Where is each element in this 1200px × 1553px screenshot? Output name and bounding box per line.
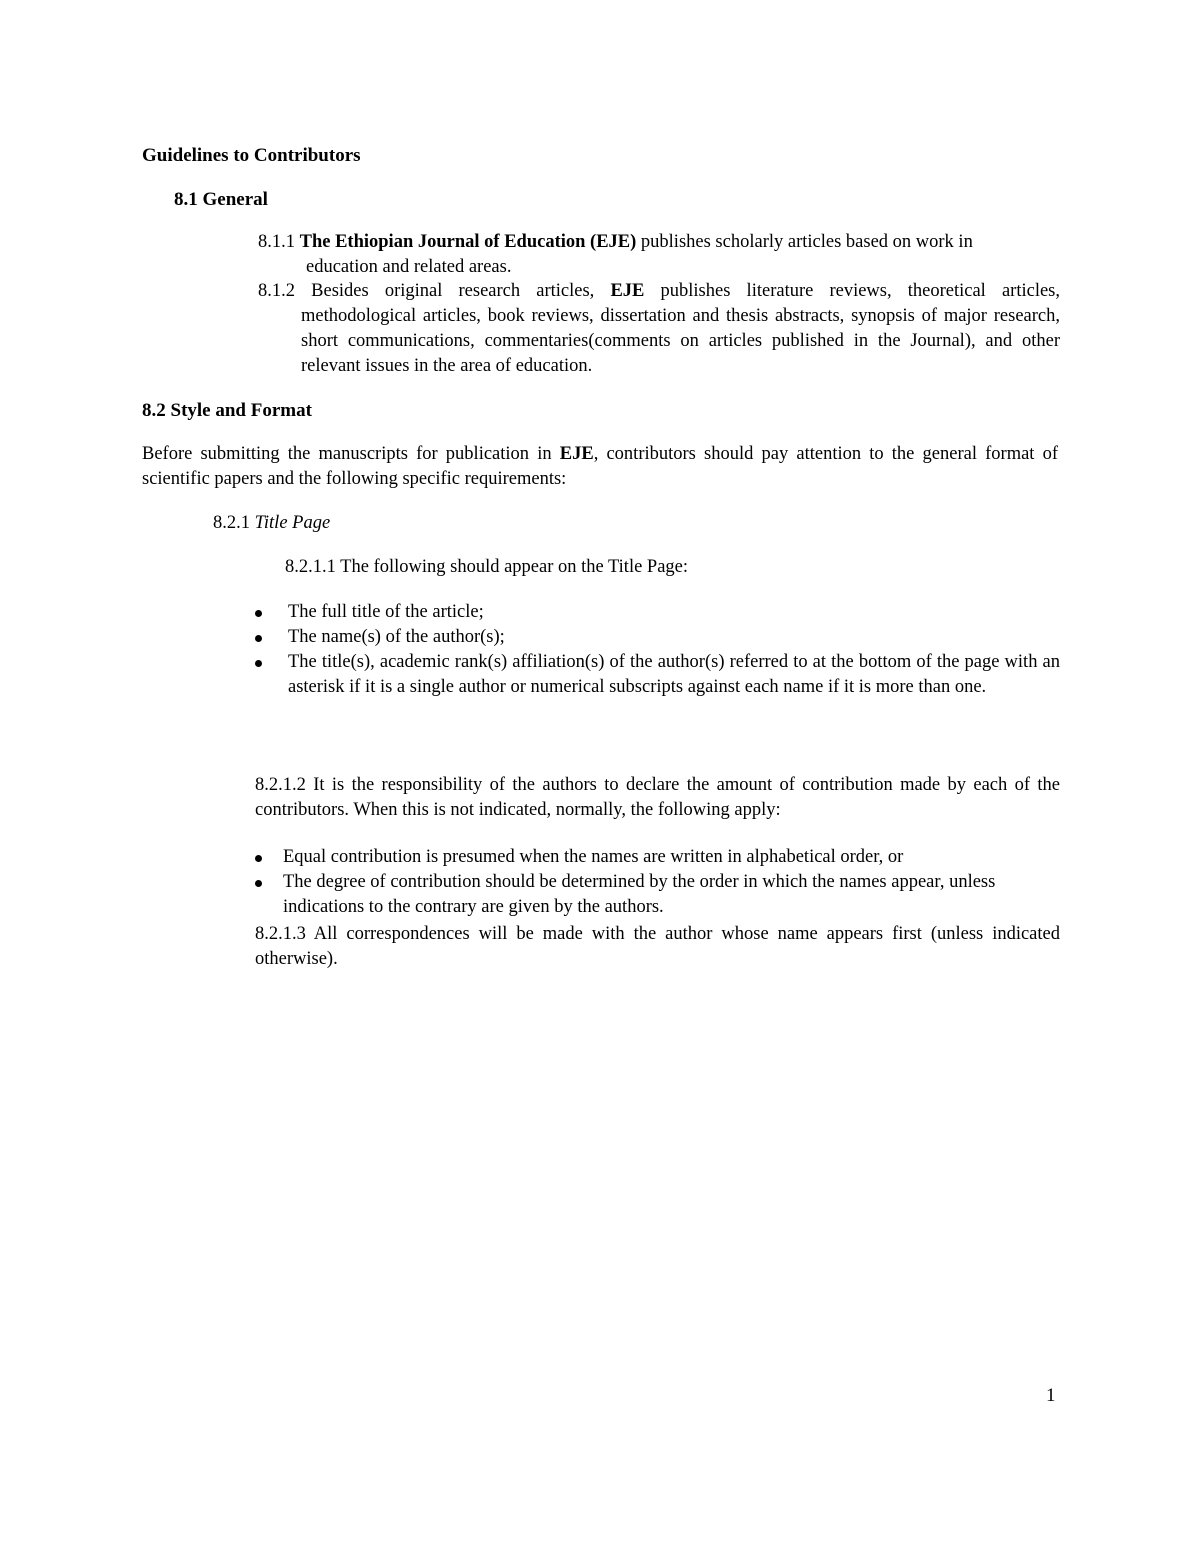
page-number: 1 xyxy=(1046,1385,1056,1406)
section-heading-general: 8.1 General xyxy=(174,189,268,210)
paragraph-text: publishes literature reviews, theoretical articles, methodological articles, book reviews, dissertation and thesis abstracts, synopsis of major research, short communications, commentaries(comments on articles published in the Journal), and other relevant issues in the area of education. xyxy=(301,281,1061,376)
paragraph-8-2-1-3: 8.2.1.3 All correspondences will be made with the author whose name appears first (unless indicated otherwise). xyxy=(255,924,1060,969)
list-item xyxy=(255,845,1060,870)
bullet-icon xyxy=(255,610,262,617)
subsection-heading-title-page xyxy=(213,511,330,536)
paragraph-text: Besides original research articles, xyxy=(311,281,595,301)
list-item xyxy=(255,600,1060,625)
bullet-icon xyxy=(255,635,262,642)
paragraph-8-1-2-body xyxy=(258,279,1060,379)
bullet-icon xyxy=(255,855,262,862)
subsection-number: 8.2.1 xyxy=(213,513,250,533)
subsection-label: Title Page xyxy=(254,513,331,533)
paragraph-text: Before submitting the manuscripts for publication in xyxy=(142,444,552,464)
paragraph-8-1-1 xyxy=(258,230,1060,280)
item-number: 8.1.1 xyxy=(258,232,295,252)
list-item-text: The name(s) of the author(s); xyxy=(288,627,505,647)
document-title: Guidelines to Contributors xyxy=(142,145,361,166)
paragraph-text: , contributors should pay attention to the general format of scientific papers and the following specific requirements: xyxy=(142,444,1058,489)
paragraph-8-2-1-2: 8.2.1.2 It is the responsibility of the authors to declare the amount of contribution made by each of the contributors. When this is not indicated, normally, the following apply: xyxy=(255,775,1060,820)
bullet-icon xyxy=(255,880,262,887)
list-item-text: The degree of contribution should be determined by the order in which the names appear, unless indications to the contrary are given by the authors. xyxy=(283,872,996,917)
contribution-rules-list xyxy=(255,845,1060,920)
journal-name: The Ethiopian Journal of Education (EJE) xyxy=(299,232,637,252)
list-item-text: Equal contribution is presumed when the names are written in alphabetical order, or xyxy=(283,847,904,867)
title-page-requirements-list xyxy=(255,600,1060,700)
list-item xyxy=(255,625,1060,650)
section-heading-style-format: 8.2 Style and Format xyxy=(142,400,312,421)
list-item xyxy=(255,870,1060,920)
journal-abbreviation: EJE xyxy=(610,281,645,301)
bullet-icon xyxy=(255,660,262,667)
paragraph-text: publishes scholarly articles based on work in xyxy=(640,232,973,252)
list-item-text: The title(s), academic rank(s) affiliation(s) of the author(s) referred to at the bottom of the page with an asterisk if it is a single author or numerical subscripts against each name if it is more than one. xyxy=(288,652,1060,697)
item-number: 8.1.2 xyxy=(258,281,295,301)
paragraph-8-1-1-line2: education and related areas. xyxy=(306,257,512,277)
list-item xyxy=(255,650,1060,700)
paragraph-8-1-2 xyxy=(258,279,1060,379)
journal-abbreviation: EJE xyxy=(559,444,594,464)
paragraph-intro xyxy=(142,442,1058,492)
list-item-text: The full title of the article; xyxy=(288,602,484,622)
paragraph-8-1-1-line1 xyxy=(258,230,1060,255)
paragraph-8-2-1-1: 8.2.1.1 The following should appear on the Title Page: xyxy=(285,557,689,577)
